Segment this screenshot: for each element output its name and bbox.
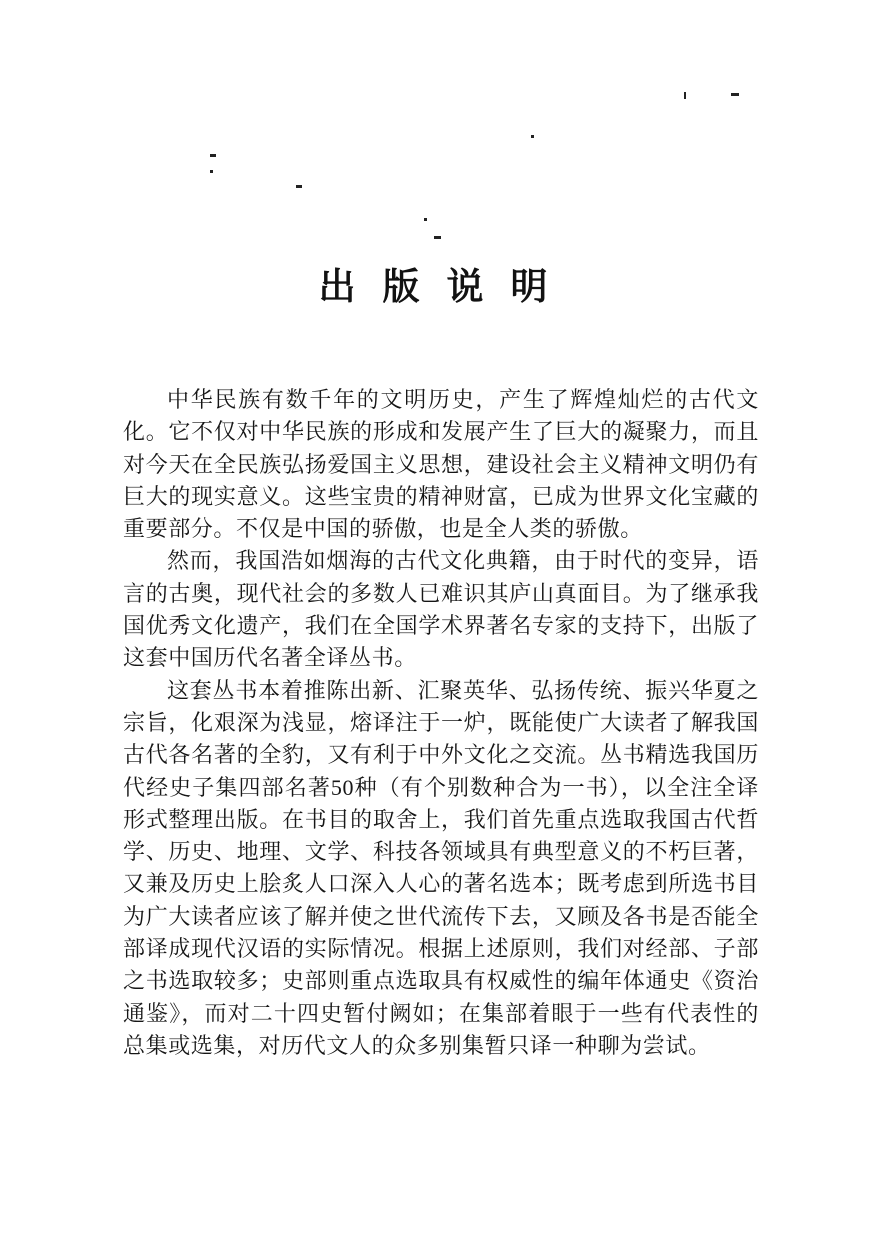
scan-speck	[424, 218, 427, 221]
paragraph-3: 这套丛书本着推陈出新、汇聚英华、弘扬传统、振兴华夏之宗旨，化艰深为浅显，熔译注于一炉，既能使广大读者了解我国古代各名著的全豹，又有利于中外文化之交流。丛书精选我国历代经史子集四部名著50种（有个别数种合为一书），以全注全译形式整理出版。在书目的取舍上，我们首先重点选取我国古代哲学、历史、地理、文学、科技各领域具有典型意义的不朽巨著，又兼及历史上脍炙人口深入人心的著名选本；既考虑到所选书目为广大读者应该了解并使之世代流传下去，又顾及各书是否能全部译成现代汉语的实际情况。根据上述原则，我们对经部、子部之书选取较多；史部则重点选取具有权威性的编年体通史《资治通鉴》，而对二十四史暂付阙如；在集部着眼于一些有代表性的总集或选集，对历代文人的众多别集暂只译一种聊为尝试。	[123, 677, 759, 1058]
scan-speck	[531, 135, 534, 138]
paragraph-2: 然而，我国浩如烟海的古代文化典籍，由于时代的变异，语言的古奥，现代社会的多数人已难识其庐山真面目。为了继承我国优秀文化遗产，我们在全国学术界著名专家的支持下，出版了这套中国历代名著全译丛书。	[123, 548, 759, 671]
document-body	[123, 384, 759, 1062]
scan-speck	[684, 92, 686, 99]
scan-speck	[296, 185, 302, 188]
page-title: 出 版 说 明	[318, 267, 557, 308]
scan-speck	[210, 170, 213, 173]
paragraph-1: 中华民族有数千年的文明历史，产生了辉煌灿烂的古代文化。它不仅对中华民族的形成和发展产生了巨大的凝聚力，而且对今天在全民族弘扬爱国主义思想，建设社会主义精神文明仍有巨大的现实意义。这些宝贵的精神财富，已成为世界文化宝藏的重要部分。不仅是中国的骄傲，也是全人类的骄傲。	[123, 387, 759, 542]
scan-speck	[731, 93, 739, 96]
scan-speck	[434, 236, 441, 239]
scan-speck	[210, 154, 216, 157]
